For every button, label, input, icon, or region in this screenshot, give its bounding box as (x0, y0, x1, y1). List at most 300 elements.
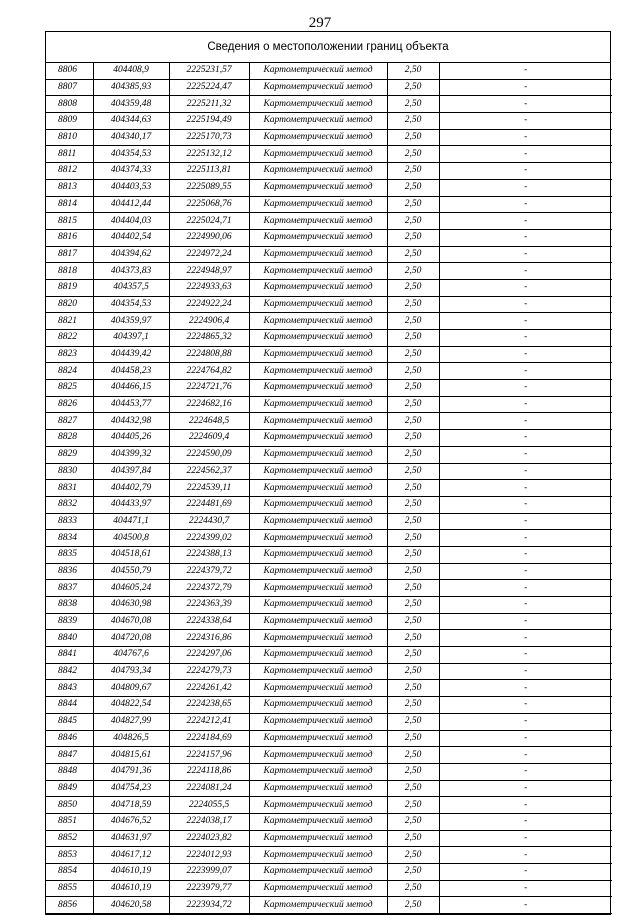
method-cell: Картометрический метод (249, 513, 387, 530)
table-row (46, 213, 612, 230)
accuracy-cell: 2,50 (387, 196, 439, 213)
y-coordinate-cell: 2225113,81 (169, 163, 249, 180)
table-row (46, 430, 612, 447)
method-cell: Картометрический метод (249, 146, 387, 163)
method-cell: Картометрический метод (249, 663, 387, 680)
table-row (46, 847, 612, 864)
x-coordinate-cell: 404397,84 (93, 463, 169, 480)
x-coordinate-cell: 404826,5 (93, 730, 169, 747)
description-cell: - (439, 480, 612, 497)
table-row (46, 747, 612, 764)
y-coordinate-cell: 2224388,13 (169, 546, 249, 563)
accuracy-cell: 2,50 (387, 363, 439, 380)
y-coordinate-cell: 2224933,63 (169, 279, 249, 296)
method-cell: Картометрический метод (249, 563, 387, 580)
description-cell: - (439, 647, 612, 664)
method-cell: Картометрический метод (249, 213, 387, 230)
table-row (46, 864, 612, 881)
point-number-cell: 8816 (46, 229, 93, 246)
x-coordinate-cell: 404405,26 (93, 430, 169, 447)
y-coordinate-cell: 2224081,24 (169, 780, 249, 797)
description-cell: - (439, 897, 612, 914)
x-coordinate-cell: 404374,33 (93, 163, 169, 180)
x-coordinate-cell: 404402,79 (93, 480, 169, 497)
point-number-cell: 8846 (46, 730, 93, 747)
description-cell: - (439, 79, 612, 96)
description-cell: - (439, 213, 612, 230)
y-coordinate-cell: 2224764,82 (169, 363, 249, 380)
x-coordinate-cell: 404550,79 (93, 563, 169, 580)
table-row (46, 346, 612, 363)
method-cell: Картометрический метод (249, 279, 387, 296)
method-cell: Картометрический метод (249, 496, 387, 513)
method-cell: Картометрический метод (249, 747, 387, 764)
method-cell: Картометрический метод (249, 163, 387, 180)
point-number-cell: 8832 (46, 496, 93, 513)
method-cell: Картометрический метод (249, 196, 387, 213)
boundary-table-sheet (45, 31, 611, 915)
table-row (46, 196, 612, 213)
x-coordinate-cell: 404357,5 (93, 279, 169, 296)
accuracy-cell: 2,50 (387, 563, 439, 580)
accuracy-cell: 2,50 (387, 613, 439, 630)
accuracy-cell: 2,50 (387, 813, 439, 830)
x-coordinate-cell: 404791,36 (93, 763, 169, 780)
description-cell: - (439, 279, 612, 296)
x-coordinate-cell: 404453,77 (93, 396, 169, 413)
point-number-cell: 8807 (46, 79, 93, 96)
y-coordinate-cell: 2224363,39 (169, 597, 249, 614)
x-coordinate-cell: 404518,61 (93, 546, 169, 563)
table-title: Сведения о местоположении границ объекта (46, 32, 610, 63)
y-coordinate-cell: 2224972,24 (169, 246, 249, 263)
description-cell: - (439, 880, 612, 897)
y-coordinate-cell: 2224055,5 (169, 797, 249, 814)
accuracy-cell: 2,50 (387, 730, 439, 747)
description-cell: - (439, 96, 612, 113)
table-row (46, 546, 612, 563)
table-row (46, 113, 612, 130)
point-number-cell: 8849 (46, 780, 93, 797)
table-row (46, 279, 612, 296)
accuracy-cell: 2,50 (387, 96, 439, 113)
point-number-cell: 8855 (46, 880, 93, 897)
point-number-cell: 8830 (46, 463, 93, 480)
table-row (46, 263, 612, 280)
point-number-cell: 8854 (46, 864, 93, 881)
accuracy-cell: 2,50 (387, 113, 439, 130)
y-coordinate-cell: 2225170,73 (169, 129, 249, 146)
point-number-cell: 8818 (46, 263, 93, 280)
accuracy-cell: 2,50 (387, 580, 439, 597)
y-coordinate-cell: 2225089,55 (169, 179, 249, 196)
x-coordinate-cell: 404610,19 (93, 880, 169, 897)
x-coordinate-cell: 404359,97 (93, 313, 169, 330)
accuracy-cell: 2,50 (387, 396, 439, 413)
table-row (46, 630, 612, 647)
y-coordinate-cell: 2224682,16 (169, 396, 249, 413)
table-row (46, 179, 612, 196)
point-number-cell: 8828 (46, 430, 93, 447)
table-row (46, 697, 612, 714)
accuracy-cell: 2,50 (387, 897, 439, 914)
table-row (46, 413, 612, 430)
point-number-cell: 8838 (46, 597, 93, 614)
y-coordinate-cell: 2224118,86 (169, 763, 249, 780)
point-number-cell: 8840 (46, 630, 93, 647)
method-cell: Картометрический метод (249, 380, 387, 397)
description-cell: - (439, 530, 612, 547)
point-number-cell: 8851 (46, 813, 93, 830)
y-coordinate-cell: 2224481,69 (169, 496, 249, 513)
accuracy-cell: 2,50 (387, 346, 439, 363)
accuracy-cell: 2,50 (387, 446, 439, 463)
accuracy-cell: 2,50 (387, 146, 439, 163)
accuracy-cell: 2,50 (387, 263, 439, 280)
table-row (46, 613, 612, 630)
description-cell: - (439, 446, 612, 463)
description-cell: - (439, 196, 612, 213)
accuracy-cell: 2,50 (387, 630, 439, 647)
accuracy-cell: 2,50 (387, 163, 439, 180)
method-cell: Картометрический метод (249, 763, 387, 780)
method-cell: Картометрический метод (249, 129, 387, 146)
description-cell: - (439, 797, 612, 814)
y-coordinate-cell: 2225024,71 (169, 213, 249, 230)
description-cell: - (439, 780, 612, 797)
description-cell: - (439, 813, 612, 830)
point-number-cell: 8848 (46, 763, 93, 780)
point-number-cell: 8820 (46, 296, 93, 313)
point-number-cell: 8844 (46, 697, 93, 714)
description-cell: - (439, 830, 612, 847)
x-coordinate-cell: 404404,03 (93, 213, 169, 230)
accuracy-cell: 2,50 (387, 530, 439, 547)
method-cell: Картометрический метод (249, 229, 387, 246)
y-coordinate-cell: 2224539,11 (169, 480, 249, 497)
description-cell: - (439, 463, 612, 480)
y-coordinate-cell: 2223999,07 (169, 864, 249, 881)
table-row (46, 597, 612, 614)
method-cell: Картометрический метод (249, 680, 387, 697)
x-coordinate-cell: 404793,34 (93, 663, 169, 680)
y-coordinate-cell: 2223934,72 (169, 897, 249, 914)
description-cell: - (439, 597, 612, 614)
y-coordinate-cell: 2224721,76 (169, 380, 249, 397)
method-cell: Картометрический метод (249, 530, 387, 547)
x-coordinate-cell: 404767,6 (93, 647, 169, 664)
y-coordinate-cell: 2224212,41 (169, 713, 249, 730)
x-coordinate-cell: 404827,99 (93, 713, 169, 730)
description-cell: - (439, 713, 612, 730)
x-coordinate-cell: 404617,12 (93, 847, 169, 864)
point-number-cell: 8842 (46, 663, 93, 680)
method-cell: Картометрический метод (249, 880, 387, 897)
point-number-cell: 8829 (46, 446, 93, 463)
description-cell: - (439, 730, 612, 747)
y-coordinate-cell: 2224038,17 (169, 813, 249, 830)
point-number-cell: 8853 (46, 847, 93, 864)
point-number-cell: 8810 (46, 129, 93, 146)
y-coordinate-cell: 2224430,7 (169, 513, 249, 530)
method-cell: Картометрический метод (249, 847, 387, 864)
point-number-cell: 8821 (46, 313, 93, 330)
description-cell: - (439, 313, 612, 330)
point-number-cell: 8836 (46, 563, 93, 580)
table-row (46, 129, 612, 146)
point-number-cell: 8850 (46, 797, 93, 814)
table-row (46, 79, 612, 96)
x-coordinate-cell: 404359,48 (93, 96, 169, 113)
description-cell: - (439, 663, 612, 680)
description-cell: - (439, 146, 612, 163)
x-coordinate-cell: 404605,24 (93, 580, 169, 597)
accuracy-cell: 2,50 (387, 513, 439, 530)
point-number-cell: 8831 (46, 480, 93, 497)
y-coordinate-cell: 2224157,96 (169, 747, 249, 764)
x-coordinate-cell: 404718,59 (93, 797, 169, 814)
y-coordinate-cell: 2223979,77 (169, 880, 249, 897)
method-cell: Картометрический метод (249, 246, 387, 263)
table-row (46, 513, 612, 530)
table-row (46, 496, 612, 513)
method-cell: Картометрический метод (249, 580, 387, 597)
description-cell: - (439, 747, 612, 764)
method-cell: Картометрический метод (249, 79, 387, 96)
x-coordinate-cell: 404822,54 (93, 697, 169, 714)
table-row (46, 680, 612, 697)
table-row (46, 763, 612, 780)
x-coordinate-cell: 404385,93 (93, 79, 169, 96)
accuracy-cell: 2,50 (387, 763, 439, 780)
y-coordinate-cell: 2224012,93 (169, 847, 249, 864)
point-number-cell: 8817 (46, 246, 93, 263)
y-coordinate-cell: 2224399,02 (169, 530, 249, 547)
description-cell: - (439, 263, 612, 280)
method-cell: Картометрический метод (249, 313, 387, 330)
point-number-cell: 8841 (46, 647, 93, 664)
method-cell: Картометрический метод (249, 730, 387, 747)
x-coordinate-cell: 404809,67 (93, 680, 169, 697)
table-row (46, 146, 612, 163)
method-cell: Картометрический метод (249, 446, 387, 463)
y-coordinate-cell: 2225224,47 (169, 79, 249, 96)
accuracy-cell: 2,50 (387, 79, 439, 96)
description-cell: - (439, 513, 612, 530)
table-row (46, 296, 612, 313)
table-row (46, 396, 612, 413)
x-coordinate-cell: 404354,53 (93, 296, 169, 313)
description-cell: - (439, 496, 612, 513)
accuracy-cell: 2,50 (387, 413, 439, 430)
y-coordinate-cell: 2224948,97 (169, 263, 249, 280)
description-cell: - (439, 430, 612, 447)
x-coordinate-cell: 404412,44 (93, 196, 169, 213)
point-number-cell: 8813 (46, 179, 93, 196)
x-coordinate-cell: 404433,97 (93, 496, 169, 513)
x-coordinate-cell: 404432,98 (93, 413, 169, 430)
x-coordinate-cell: 404458,23 (93, 363, 169, 380)
x-coordinate-cell: 404620,58 (93, 897, 169, 914)
method-cell: Картометрический метод (249, 697, 387, 714)
description-cell: - (439, 179, 612, 196)
accuracy-cell: 2,50 (387, 496, 439, 513)
point-number-cell: 8826 (46, 396, 93, 413)
point-number-cell: 8845 (46, 713, 93, 730)
accuracy-cell: 2,50 (387, 597, 439, 614)
accuracy-cell: 2,50 (387, 313, 439, 330)
method-cell: Картометрический метод (249, 113, 387, 130)
point-number-cell: 8827 (46, 413, 93, 430)
y-coordinate-cell: 2225068,76 (169, 196, 249, 213)
table-row (46, 446, 612, 463)
page-number: 297 (308, 15, 332, 31)
x-coordinate-cell: 404408,9 (93, 63, 169, 79)
table-row (46, 530, 612, 547)
x-coordinate-cell: 404466,15 (93, 380, 169, 397)
method-cell: Картометрический метод (249, 396, 387, 413)
y-coordinate-cell: 2224922,24 (169, 296, 249, 313)
description-cell: - (439, 163, 612, 180)
table-row (46, 330, 612, 347)
point-number-cell: 8833 (46, 513, 93, 530)
method-cell: Картометрический метод (249, 713, 387, 730)
description-cell: - (439, 363, 612, 380)
y-coordinate-cell: 2225231,57 (169, 63, 249, 79)
x-coordinate-cell: 404670,08 (93, 613, 169, 630)
x-coordinate-cell: 404754,23 (93, 780, 169, 797)
method-cell: Картометрический метод (249, 813, 387, 830)
method-cell: Картометрический метод (249, 296, 387, 313)
x-coordinate-cell: 404354,53 (93, 146, 169, 163)
y-coordinate-cell: 2224338,64 (169, 613, 249, 630)
table-row (46, 63, 612, 79)
description-cell: - (439, 546, 612, 563)
table-row (46, 463, 612, 480)
method-cell: Картометрический метод (249, 480, 387, 497)
y-coordinate-cell: 2225132,12 (169, 146, 249, 163)
method-cell: Картометрический метод (249, 797, 387, 814)
accuracy-cell: 2,50 (387, 279, 439, 296)
x-coordinate-cell: 404676,52 (93, 813, 169, 830)
y-coordinate-cell: 2225194,49 (169, 113, 249, 130)
table-row (46, 813, 612, 830)
description-cell: - (439, 380, 612, 397)
accuracy-cell: 2,50 (387, 213, 439, 230)
point-number-cell: 8843 (46, 680, 93, 697)
point-number-cell: 8809 (46, 113, 93, 130)
x-coordinate-cell: 404630,98 (93, 597, 169, 614)
y-coordinate-cell: 2224379,72 (169, 563, 249, 580)
method-cell: Картометрический метод (249, 179, 387, 196)
point-number-cell: 8808 (46, 96, 93, 113)
method-cell: Картометрический метод (249, 330, 387, 347)
method-cell: Картометрический метод (249, 613, 387, 630)
x-coordinate-cell: 404394,62 (93, 246, 169, 263)
accuracy-cell: 2,50 (387, 380, 439, 397)
description-cell: - (439, 229, 612, 246)
x-coordinate-cell: 404399,32 (93, 446, 169, 463)
x-coordinate-cell: 404402,54 (93, 229, 169, 246)
description-cell: - (439, 346, 612, 363)
x-coordinate-cell: 404373,83 (93, 263, 169, 280)
description-cell: - (439, 630, 612, 647)
y-coordinate-cell: 2225211,32 (169, 96, 249, 113)
accuracy-cell: 2,50 (387, 663, 439, 680)
description-cell: - (439, 396, 612, 413)
point-number-cell: 8834 (46, 530, 93, 547)
y-coordinate-cell: 2224590,09 (169, 446, 249, 463)
table-row (46, 246, 612, 263)
y-coordinate-cell: 2224184,69 (169, 730, 249, 747)
description-cell: - (439, 580, 612, 597)
accuracy-cell: 2,50 (387, 880, 439, 897)
description-cell: - (439, 847, 612, 864)
description-cell: - (439, 563, 612, 580)
table-row (46, 229, 612, 246)
point-number-cell: 8835 (46, 546, 93, 563)
description-cell: - (439, 246, 612, 263)
accuracy-cell: 2,50 (387, 780, 439, 797)
y-coordinate-cell: 2224297,06 (169, 647, 249, 664)
table-row (46, 830, 612, 847)
point-number-cell: 8806 (46, 63, 93, 79)
y-coordinate-cell: 2224990,06 (169, 229, 249, 246)
accuracy-cell: 2,50 (387, 63, 439, 79)
point-number-cell: 8856 (46, 897, 93, 914)
description-cell: - (439, 63, 612, 79)
x-coordinate-cell: 404815,61 (93, 747, 169, 764)
method-cell: Картометрический метод (249, 830, 387, 847)
method-cell: Картометрический метод (249, 430, 387, 447)
method-cell: Картометрический метод (249, 63, 387, 79)
accuracy-cell: 2,50 (387, 713, 439, 730)
y-coordinate-cell: 2224023,82 (169, 830, 249, 847)
point-number-cell: 8812 (46, 163, 93, 180)
accuracy-cell: 2,50 (387, 246, 439, 263)
table-row (46, 380, 612, 397)
y-coordinate-cell: 2224562,37 (169, 463, 249, 480)
table-row (46, 880, 612, 897)
method-cell: Картометрический метод (249, 897, 387, 914)
point-number-cell: 8814 (46, 196, 93, 213)
description-cell: - (439, 413, 612, 430)
accuracy-cell: 2,50 (387, 330, 439, 347)
point-number-cell: 8819 (46, 279, 93, 296)
table-row (46, 647, 612, 664)
method-cell: Картометрический метод (249, 263, 387, 280)
x-coordinate-cell: 404397,1 (93, 330, 169, 347)
y-coordinate-cell: 2224238,65 (169, 697, 249, 714)
method-cell: Картометрический метод (249, 546, 387, 563)
method-cell: Картометрический метод (249, 413, 387, 430)
x-coordinate-cell: 404344,63 (93, 113, 169, 130)
accuracy-cell: 2,50 (387, 830, 439, 847)
point-number-cell: 8824 (46, 363, 93, 380)
accuracy-cell: 2,50 (387, 430, 439, 447)
y-coordinate-cell: 2224279,73 (169, 663, 249, 680)
point-number-cell: 8852 (46, 830, 93, 847)
method-cell: Картометрический метод (249, 363, 387, 380)
accuracy-cell: 2,50 (387, 864, 439, 881)
description-cell: - (439, 613, 612, 630)
method-cell: Картометрический метод (249, 96, 387, 113)
y-coordinate-cell: 2224648,5 (169, 413, 249, 430)
description-cell: - (439, 763, 612, 780)
x-coordinate-cell: 404403,53 (93, 179, 169, 196)
y-coordinate-cell: 2224372,79 (169, 580, 249, 597)
x-coordinate-cell: 404500,8 (93, 530, 169, 547)
